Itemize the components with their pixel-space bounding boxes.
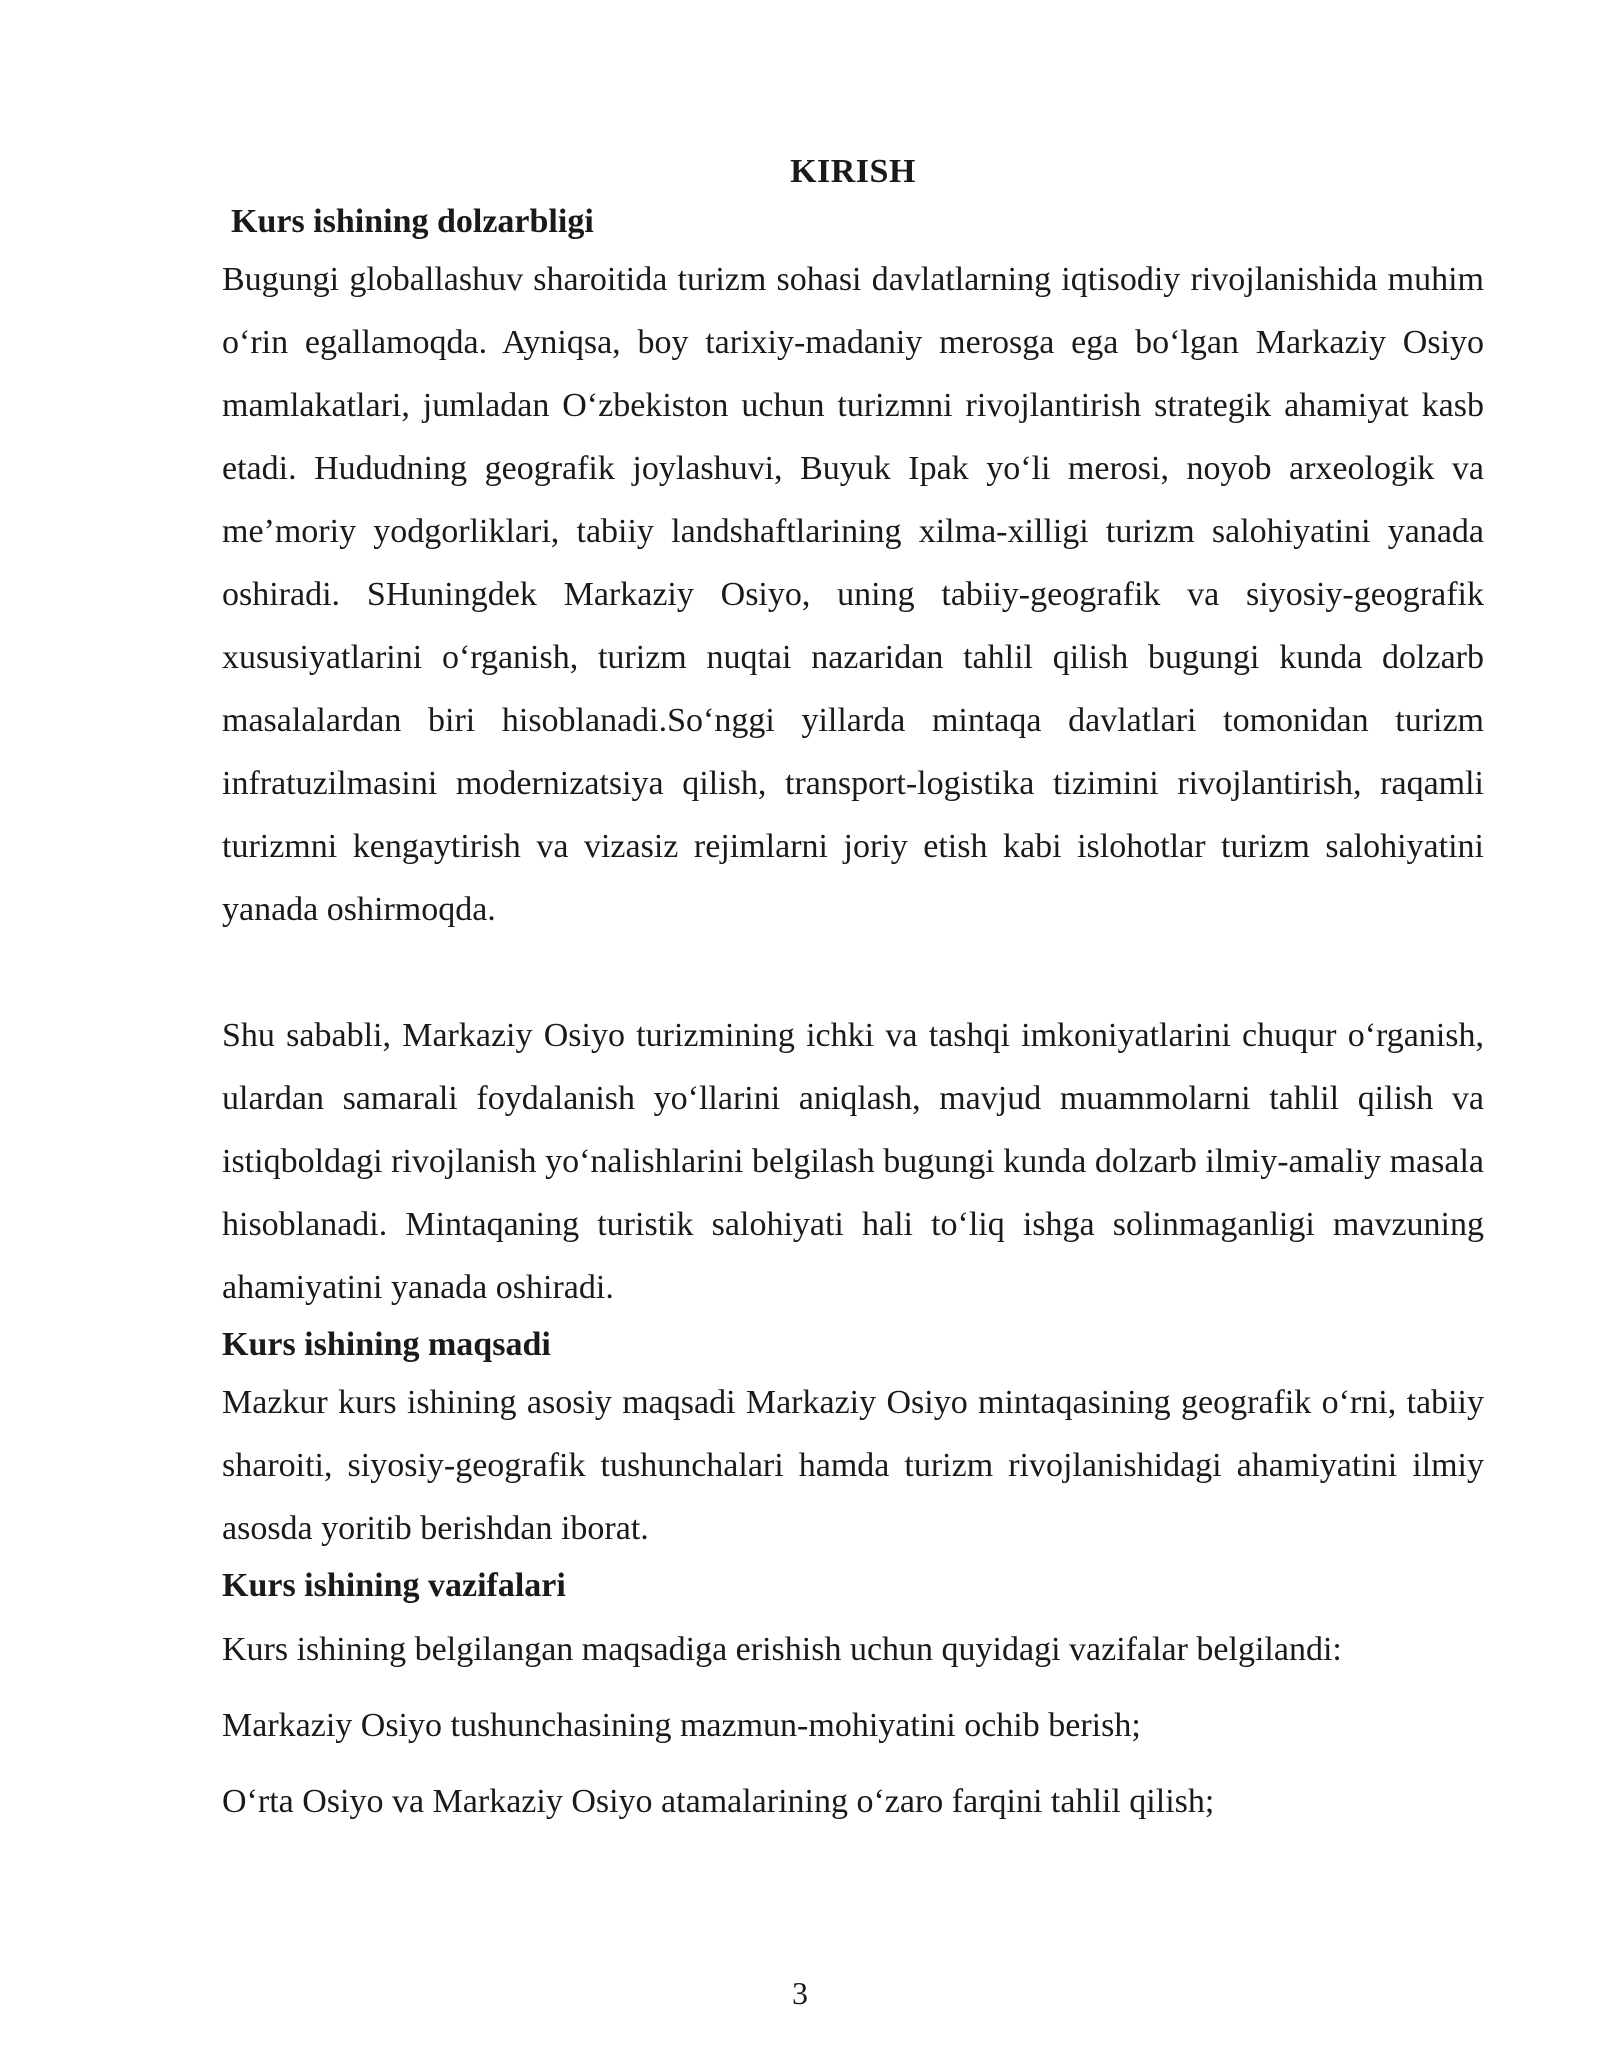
relevance-paragraph-2: Shu sababli, Markaziy Osiyo turizmining ichki va tashqi imkoniyatlarini chuqur o‘rganish, ulardan samarali foydalanish yo‘llarini aniqlash, mavjud muammolarni tahlil qilish va istiqboldagi rivojlanish yo‘nalishlarini belgilash bugungi kunda dolzarb ilmiy-amaliy masala hisoblanadi. Mintaqaning turistik salohiyati hali to‘liq ishga solinmaganligi mavzuning ahamiyatini yanada oshiradi.: [222, 1017, 1484, 1306]
paragraph-spacer: [222, 941, 1484, 1004]
page-content: [222, 148, 1484, 1840]
goal-heading: Kurs ishining maqsadi: [222, 1326, 551, 1363]
goal-paragraph: Mazkur kurs ishining asosiy maqsadi Markaziy Osiyo mintaqasining geografik o‘rni, tabiiy sharoiti, siyosiy-geografik tushunchalari hamda turizm rivojlanishidagi ahamiyatini ilmiy asosda yoritib berishdan iborat.: [222, 1384, 1484, 1547]
task-item: O‘rta Osiyo va Markaziy Osiyo atamalarining o‘zaro farqini tahlil qilish;: [222, 1783, 1215, 1820]
relevance-heading: Kurs ishining dolzarbligi: [231, 203, 594, 240]
relevance-paragraph-1: Bugungi globallashuv sharoitida turizm sohasi davlatlarning iqtisodiy rivojlanishida muhim o‘rin egallamoqda. Ayniqsa, boy tarixiy-madaniy merosga ega bo‘lgan Markaziy Osiyo mamlakatlari, jumladan O‘zbekiston uchun turizmni rivojlantirish strategik ahamiyat kasb etadi. Hududning geografik joylashuvi, Buyuk Ipak yo‘li merosi, noyob arxeologik va me’moriy yodgorliklari, tabiiy landshaftlarining xilma-xilligi turizm salohiyatini yanada oshiradi. SHuningdek Markaziy Osiyo, uning tabiiy-geografik va siyosiy-geografik xususiyatlarini o‘rganish, turizm nuqtai nazaridan tahlil qilish bugungi kunda dolzarb masalalardan biri hisoblanadi.So‘nggi yillarda mintaqa davlatlari tomonidan turizm infratuzilmasini modernizatsiya qilish, transport-logistika tizimini rivojlantirish, raqamli turizmni kengaytirish va vizasiz rejimlarni joriy etish kabi islohotlar turizm salohiyatini yanada oshirmoqda.: [222, 261, 1484, 928]
tasks-heading: Kurs ishining vazifalari: [222, 1567, 566, 1604]
page-title: KIRISH: [790, 153, 916, 190]
page-number: 3: [792, 1975, 808, 2011]
tasks-intro: Kurs ishining belgilangan maqsadiga erishish uchun quyidagi vazifalar belgilandi:: [222, 1631, 1342, 1668]
task-item: Markaziy Osiyo tushunchasining mazmun-mohiyatini ochib berish;: [222, 1707, 1141, 1744]
